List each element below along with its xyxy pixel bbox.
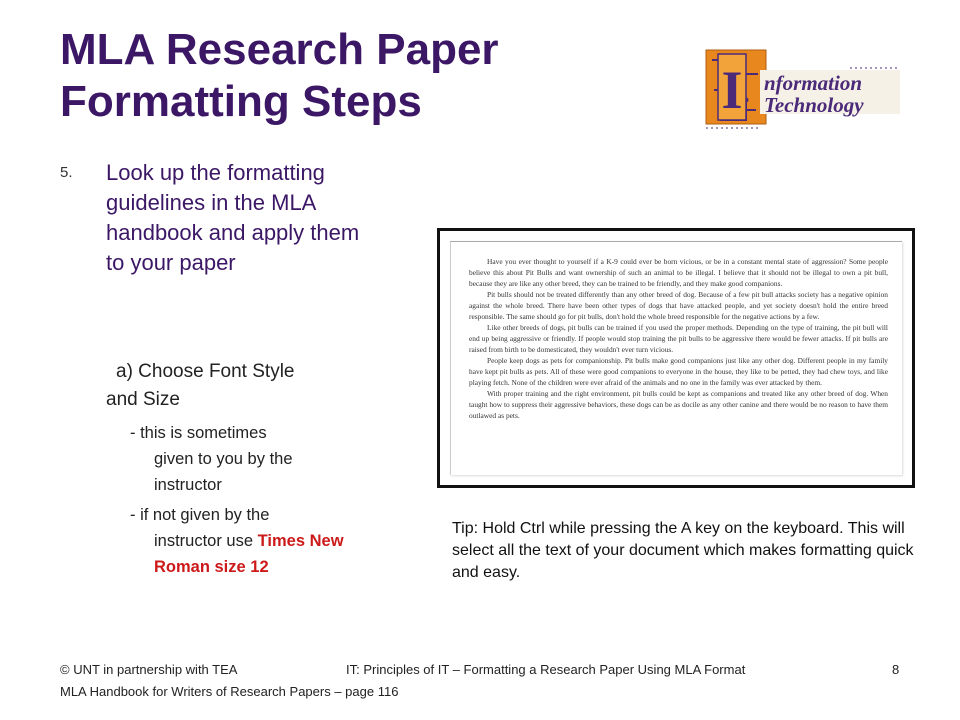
slide-title-line-1: MLA Research Paper <box>60 25 499 74</box>
step-text: Look up the formatting guidelines in the MLA handbook and apply them to your paper <box>106 160 360 275</box>
footer-page-number: 8 <box>892 662 900 677</box>
bullet-sometimes-given <box>130 420 360 498</box>
document-paragraph: Pit bulls should not be treated differently than any other breed of dog. Because of a few pit bull attacks society has a negative opinion against the whole breed. There have been other types of dogs that have attacked people, and yet society doesn't hold the entire breed responsible. The same should go for pit bulls, don't hold the whole breed responsible for the negative actions by a few. <box>469 290 888 321</box>
bullet-2-rest <box>130 528 360 580</box>
logo-letter: I <box>721 60 743 120</box>
bullet-if-not-given <box>130 502 360 580</box>
tip-text: Tip: Hold Ctrl while pressing the A key on the keyboard. This will select all the text of your document which makes formatting quick and easy. <box>452 520 914 581</box>
sub-step-a <box>106 358 376 414</box>
document-screenshot <box>437 228 915 488</box>
bullet-1-rest: given to you by the instructor <box>154 450 293 494</box>
document-paragraph: With proper training and the right environment, pit bulls could be kept as companions and treated like any other breed of dog. When taught how to suppress their aggressive behaviors, these dogs can be as docile as any other canine and there would be no reason to have them outlawed as pets. <box>469 389 888 420</box>
sub-step-a-line-2: and Size <box>106 389 180 410</box>
document-paragraph: People keep dogs as pets for companionship. Pit bulls make good companions just like any other dog. Different people in my family have kept pit bulls as pets. All of these were good companions to everyone in the house, they like to be petted, they had chew toys, and like playing fetch. None of the children were ever afraid of the animals and no one in the family was ever attacked by them. <box>469 356 888 387</box>
document-paragraph: Like other breeds of dogs, pit bulls can be trained if you used the proper methods. Depending on the type of training, the pit bull will end up being aggressive or friendly. If people would stop training the pit bulls to be aggressive there would be fewer attacks. If pit bulls are raised from birth to be domesticated, they wouldn't ever turn vicious. <box>469 323 888 354</box>
footer-course-title: IT: Principles of IT – Formatting a Research Paper Using MLA Format <box>346 662 746 677</box>
footer-reference: MLA Handbook for Writers of Research Papers – page 116 <box>60 684 399 699</box>
information-technology-logo <box>700 40 910 132</box>
font-recommendation: Times New Roman size 12 <box>154 532 344 576</box>
document-paragraph: Have you ever thought to yourself if a K-9 could ever be born vicious, or be in a constant mental state of aggression? Some people believe this about Pit Bulls and want ownership of such an animal to be illegal. I believe that it should not be illegal to own a pit bull, because they are like any other breed, they can be trained to be friendly, and they make good companions. <box>469 257 888 288</box>
logo-word-technology: Technology <box>764 93 864 117</box>
slide-title-line-2: Formatting Steps <box>60 77 422 126</box>
footer-copyright: © UNT in partnership with TEA <box>60 662 238 677</box>
bullet-1-lead: - this is sometimes <box>130 424 267 442</box>
step-5 <box>60 158 370 278</box>
logo-word-information: nformation <box>764 71 863 95</box>
document-page <box>450 241 902 475</box>
step-number: 5. <box>60 164 73 181</box>
sub-step-a-line-1: a) Choose Font Style <box>116 361 295 382</box>
bullet-2-lead: - if not given by the <box>130 506 270 524</box>
slide-title <box>60 24 680 128</box>
bullet-2-plain: instructor use <box>154 532 254 550</box>
